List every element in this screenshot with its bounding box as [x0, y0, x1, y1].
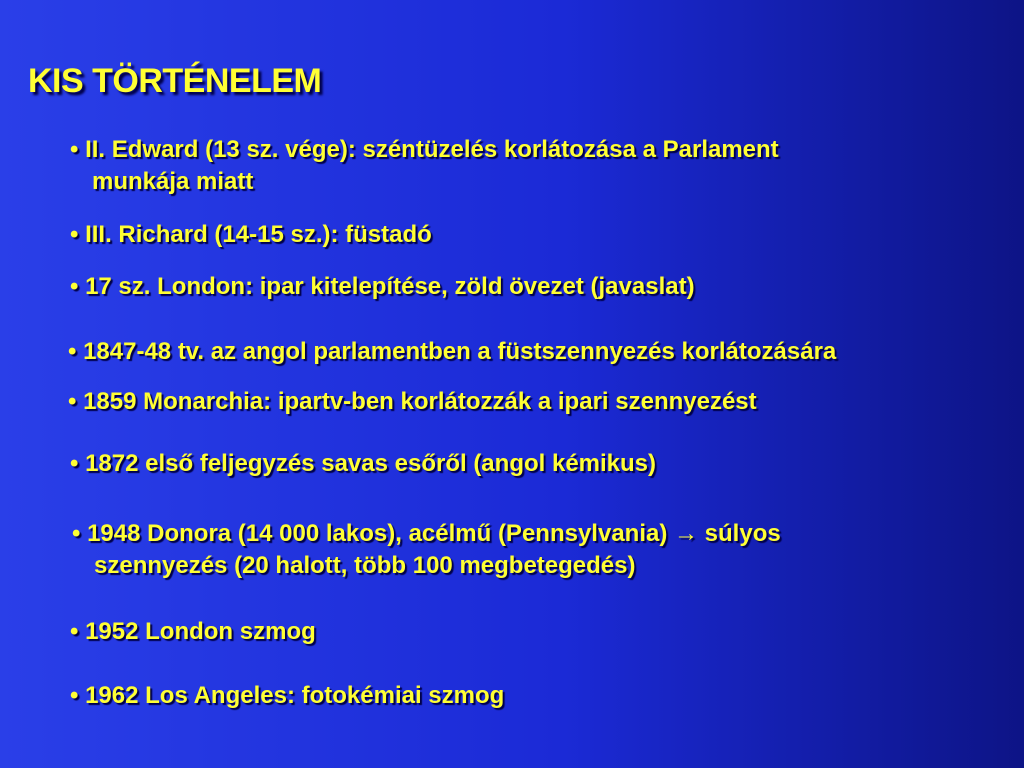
bullet-item-1948 [72, 518, 781, 582]
bullet-item-1859 [68, 386, 757, 418]
bullet-text: • 1872 első feljegyzés savas esőről (angol kémikus) [70, 450, 657, 477]
bullet-item-richard [70, 219, 432, 251]
bullet-text: • 1952 London szmog [70, 618, 316, 645]
bullet-text: • 17 sz. London: ipar kitelepítése, zöld övezet (javaslat) [70, 273, 695, 300]
bullet-item-edward [70, 134, 779, 198]
bullet-text: • II. Edward (13 sz. vége): széntüzelés korlátozása a Parlament [70, 136, 779, 163]
bullet-item-1847 [68, 336, 836, 368]
bullet-item-1872 [70, 448, 656, 480]
bullet-item-london-17c [70, 271, 695, 303]
bullet-text: • 1847-48 tv. az angol parlamentben a füstszennyezés korlátozására [68, 338, 837, 365]
bullet-text: • 1948 Donora (14 000 lakos), acélmű (Pennsylvania) → súlyos [72, 520, 781, 547]
slide-title: KIS TÖRTÉNELEM [28, 62, 322, 100]
bullet-item-1952 [70, 616, 316, 648]
bullet-text: • III. Richard (14-15 sz.): füstadó [70, 221, 432, 248]
bullet-item-1962 [70, 680, 504, 712]
bullet-text: • 1962 Los Angeles: fotokémiai szmog [70, 682, 505, 709]
bullet-text-continuation: munkája miatt [92, 168, 254, 195]
bullet-text: • 1859 Monarchia: ipartv-ben korlátozzák a ipari szennyezést [68, 388, 757, 415]
bullet-text-continuation: szennyezés (20 halott, több 100 megbetegedés) [94, 552, 636, 579]
